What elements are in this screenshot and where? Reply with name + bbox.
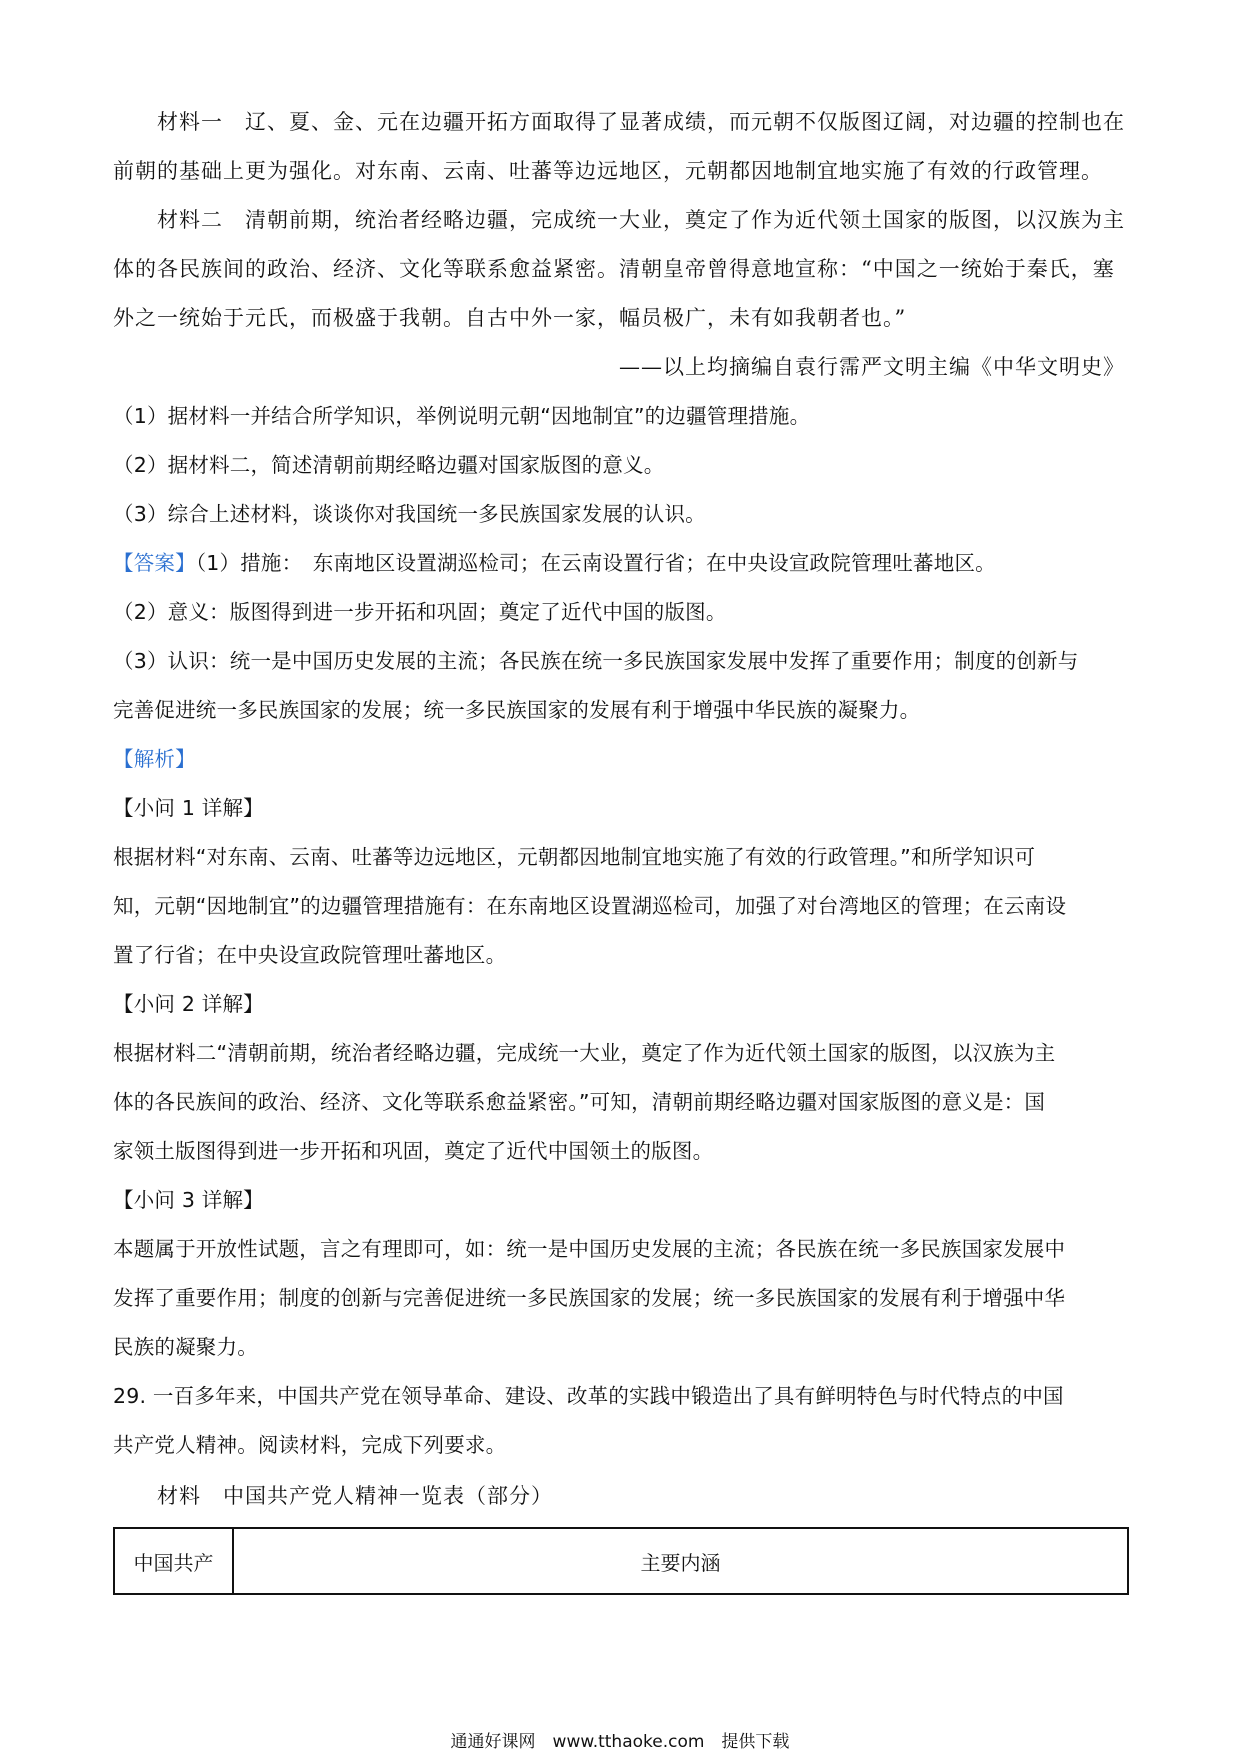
document-page xyxy=(113,98,1133,1595)
material-2-line-3: 外之一统始于元氏，而极盛于我朝。自古中外一家，幅员极广，未有如我朝者也。” xyxy=(113,306,907,330)
sub-question-1-line-3: 置了行省；在中央设宣政院管理吐蕃地区。 xyxy=(113,943,507,967)
answer-1 xyxy=(113,539,1133,588)
spirit-table xyxy=(113,1527,1129,1595)
answer-tag: 【答案】 xyxy=(113,551,196,575)
question-1: （1）据材料一并结合所学知识，举例说明元朝“因地制宜”的边疆管理措施。 xyxy=(113,404,811,428)
table-header-row xyxy=(114,1528,1128,1594)
material-table-caption: 材料 中国共产党人精神一览表（部分） xyxy=(157,1484,553,1508)
sub-question-1-title: 【小问 1 详解】 xyxy=(113,796,264,820)
sub-question-3-line-2: 发挥了重要作用；制度的创新与完善促进统一多民族国家的发展；统一多民族国家的发展有利于增强中华 xyxy=(113,1286,1066,1310)
question-2: （2）据材料二，简述清朝前期经略边疆对国家版图的意义。 xyxy=(113,453,665,477)
question-3: （3）综合上述材料，谈谈你对我国统一多民族国家发展的认识。 xyxy=(113,502,706,526)
question-29-line-1: 29. 一百多年来，中国共产党在领导革命、建设、改革的实践中锻造出了具有鲜明特色与时代特点的中国 xyxy=(113,1384,1064,1408)
page-footer: 通通好课网 www.tthaoke.com 提供下载 xyxy=(450,1732,790,1752)
question-29-line-2: 共产党人精神。阅读材料，完成下列要求。 xyxy=(113,1433,507,1457)
sub-question-3-line-3: 民族的凝聚力。 xyxy=(113,1335,258,1359)
table-header-spirit: 中国共产 xyxy=(114,1528,233,1594)
sub-question-3-title: 【小问 3 详解】 xyxy=(113,1188,264,1212)
sub-question-2-title: 【小问 2 详解】 xyxy=(113,992,264,1016)
material-2-line-2: 体的各民族间的政治、经济、文化等联系愈益紧密。清朝皇帝曾得意地宣称：“中国之一统始于秦氏，塞 xyxy=(113,257,1115,281)
table-header-meaning: 主要内涵 xyxy=(233,1528,1128,1594)
answer-3-line-2: 完善促进统一多民族国家的发展；统一多民族国家的发展有利于增强中华民族的凝聚力。 xyxy=(113,698,921,722)
sub-question-1-line-2: 知，元朝“因地制宜”的边疆管理措施有：在东南地区设置湖巡检司，加强了对台湾地区的管理；在云南设 xyxy=(113,894,1067,918)
answer-3-line-1: （3）认识：统一是中国历史发展的主流；各民族在统一多民族国家发展中发挥了重要作用；制度的创新与 xyxy=(113,649,1079,673)
sub-question-3-line-1: 本题属于开放性试题，言之有理即可，如：统一是中国历史发展的主流；各民族在统一多民族国家发展中 xyxy=(113,1237,1066,1261)
material-1-line-1: 材料一 辽、夏、金、元在边疆开拓方面取得了显著成绩，而元朝不仅版图辽阔，对边疆的控制也在 xyxy=(157,110,1125,134)
sub-question-2-line-1: 根据材料二“清朝前期，统治者经略边疆，完成统一大业，奠定了作为近代领土国家的版图，以汉族为主 xyxy=(113,1041,1056,1065)
material-source: ——以上均摘编自袁行霈严文明主编《中华文明史》 xyxy=(619,355,1125,379)
sub-question-1-line-1: 根据材料“对东南、云南、吐蕃等边远地区，元朝都因地制宜地实施了有效的行政管理。”和所学知识可 xyxy=(113,845,1036,869)
material-2-line-1: 材料二 清朝前期，统治者经略边疆，完成统一大业，奠定了作为近代领土国家的版图，以汉族为主 xyxy=(157,208,1125,232)
analysis-tag: 【解析】 xyxy=(113,747,196,771)
answer-2: （2）意义：版图得到进一步开拓和巩固；奠定了近代中国的版图。 xyxy=(113,600,727,624)
answer-1-text: （1）措施： 东南地区设置湖巡检司；在云南设置行省；在中央设宣政院管理吐蕃地区。 xyxy=(195,551,996,575)
sub-question-2-line-3: 家领土版图得到进一步开拓和巩固，奠定了近代中国领土的版图。 xyxy=(113,1139,714,1163)
sub-question-2-line-2: 体的各民族间的政治、经济、文化等联系愈益紧密。”可知，清朝前期经略边疆对国家版图的意义是：国 xyxy=(113,1090,1046,1114)
material-1-line-2: 前朝的基础上更为强化。对东南、云南、吐蕃等边远地区，元朝都因地制宜地实施了有效的行政管理。 xyxy=(113,159,1103,183)
